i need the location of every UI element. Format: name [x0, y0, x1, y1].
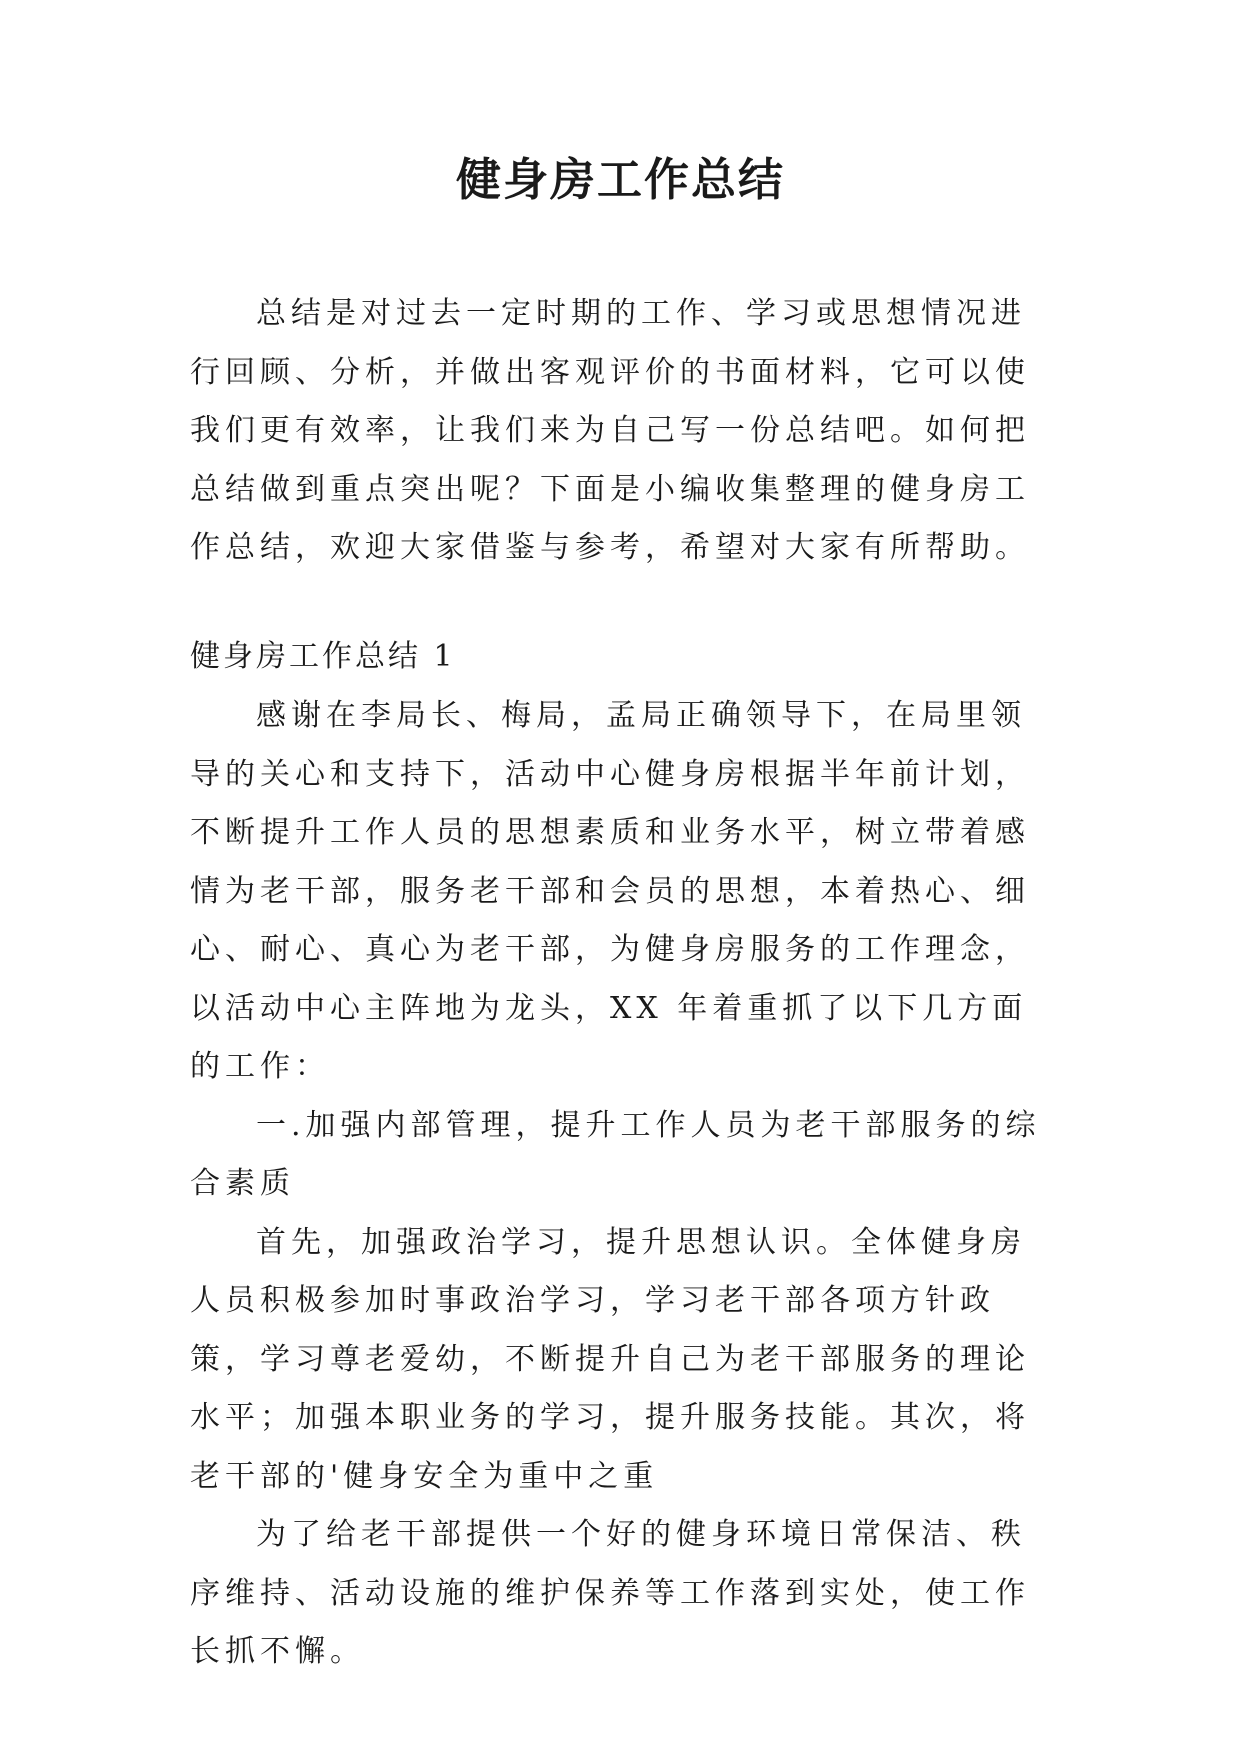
body-paragraph-4: 为了给老干部提供一个好的健身环境日常保洁、秩序维持、活动设施的维护保养等工作落到实处，使工作长抓不懈。 — [190, 1517, 1030, 1669]
body-paragraph-3: 首先，加强政治学习，提升思想认识。全体健身房人员积极参加时事政治学习，学习老干部各项方针政策，学习尊老爱幼，不断提升自己为老干部服务的理论水平；加强本职业务的学习，提升服务技能。其次，将老干部的'健身安全为重中之重 — [190, 1224, 1030, 1494]
intro-block — [190, 285, 1050, 578]
section-heading: 健身房工作总结 1 — [190, 639, 456, 674]
intro-paragraph: 总结是对过去一定时期的工作、学习或思想情况进行回顾、分析，并做出客观评价的书面材料，它可以使我们更有效率，让我们来为自己写一份总结吧。如何把总结做到重点突出呢？下面是小编收集整理的健身房工作总结，欢迎大家借鉴与参考，希望对大家有所帮助。 — [190, 296, 1030, 565]
document-title: 健身房工作总结 — [455, 153, 785, 206]
body-paragraph-1: 感谢在李局长、梅局，孟局正确领导下，在局里领导的关心和支持下，活动中心健身房根据半年前计划，不断提升工作人员的思想素质和业务水平，树立带着感情为老干部，服务老干部和会员的思想，本着热心、细心、耐心、真心为老干部，为健身房服务的工作理念，以活动中心主阵地为龙头，XX 年着重抓了以下几方面的工作： — [190, 698, 1030, 1084]
body-paragraph-2: 一.加强内部管理，提升工作人员为老干部服务的综合素质 — [190, 1107, 1041, 1201]
section-body — [190, 687, 1050, 1682]
